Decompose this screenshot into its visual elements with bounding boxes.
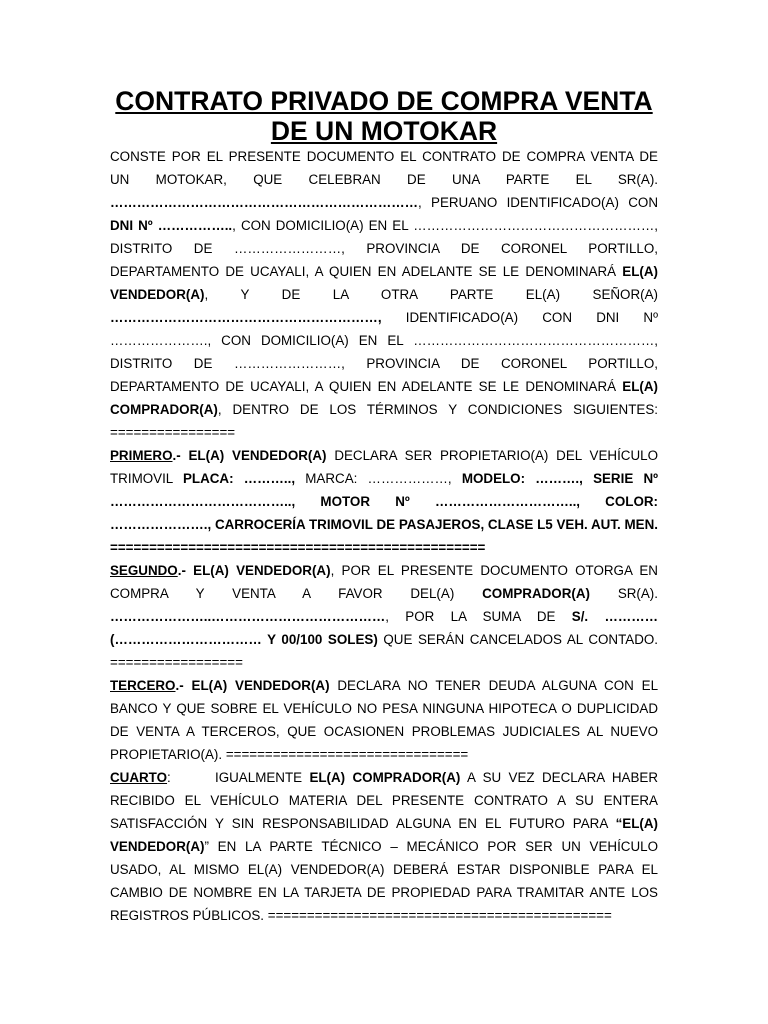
clause-cuarto-role: EL(A) COMPRADOR(A) [309, 770, 461, 785]
clause-tercero [110, 674, 658, 766]
clause-segundo-name-blank: …………………..………………………………… [110, 609, 386, 624]
clause-tercero-sep: .- [175, 678, 192, 693]
clause-segundo-sep: .- [177, 563, 194, 578]
clause-cuarto-seller-quoted: “EL(A) VENDEDOR(A) [110, 816, 658, 854]
intro-text-5: IDENTIFICADO(A) CON DNI Nº …………………., CON DOMICILIO(A) EN EL ………………………………………………, DISTRITO DE ……………………, PROVINCIA DE CORONEL PORTILLO, DEPARTAMENTO DE UCAYALI, A QUIEN EN ADELANTE SE LE DENOMINARÁ [110, 310, 658, 394]
clause-tercero-label: TERCERO [110, 678, 176, 693]
buyer-role: EL(A) COMPRADOR(A) [110, 379, 658, 417]
clause-segundo-text-4: QUE SERÁN CANCELADOS AL CONTADO. ================= [110, 632, 658, 670]
clause-segundo [110, 559, 658, 674]
intro-text-1: CONSTE POR EL PRESENTE DOCUMENTO EL CONTRATO DE COMPRA VENTA DE UN MOTOKAR, QUE CELEBRAN DE UNA PARTE EL SR(A). [110, 149, 658, 187]
clause-cuarto-label: CUARTO [110, 770, 168, 785]
intro-text-6: , DENTRO DE LOS TÉRMINOS Y CONDICIONES SIGUIENTES: ================ [110, 402, 658, 440]
document-title: CONTRATO PRIVADO DE COMPRA VENTA DE UN MOTOKAR [115, 86, 653, 146]
contract-body [110, 145, 658, 927]
clause-tercero-role: EL(A) VENDEDOR(A) [191, 678, 330, 693]
seller-dni-label: DNI Nº …………….. [110, 218, 233, 233]
clause-primero-role: EL(A) VENDEDOR(A) [188, 448, 327, 463]
clause-segundo-text-2: SR(A). [589, 586, 658, 601]
clause-primero-placa: PLACA: ……….., [182, 471, 296, 486]
clause-segundo-buyer-role: COMPRADOR(A) [482, 586, 590, 601]
clause-primero-sep: .- [172, 448, 189, 463]
intro-text-4: , Y DE LA OTRA PARTE EL(A) SEÑOR(A) [204, 287, 658, 302]
clause-cuarto-text-2: ” EN LA PARTE TÉCNICO – MECÁNICO POR SER UN VEHÍCULO USADO, AL MISMO EL(A) VENDEDOR(A) DEBERÁ ESTAR DISPONIBLE PARA EL CAMBIO DE NOMBRE EN LA TARJETA DE PROPIEDAD PARA TRAMITAR ANTE LOS REGISTROS PÚBLICOS. ============================================ [110, 839, 658, 923]
clause-segundo-text-3: , POR LA SUMA DE [385, 609, 572, 624]
intro-text-3: , CON DOMICILIO(A) EN EL ………………………………………………, DISTRITO DE ……………………, PROVINCIA DE CORONEL PORTILLO, DEPARTAMENTO DE UCAYALI, A QUIEN EN ADELANTE SE LE DENOMINARÁ [110, 218, 658, 279]
intro-text-2: , PERUANO IDENTIFICADO(A) CON [417, 195, 658, 210]
clause-cuarto-text-1: A SU VEZ DECLARA HABER RECIBIDO EL VEHÍCULO MATERIA DEL PRESENTE CONTRATO A SU ENTERA SATISFACCIÓN Y SIN RESPONSABILIDAD ALGUNA EN EL FUTURO PARA [110, 770, 658, 831]
clause-primero [110, 444, 658, 559]
clause-primero-vehicle-details: MODELO: ………., SERIE Nº ………………………………….., MOTOR Nº ………………………….., COLOR: …………………., CARROCERÍA TRIMOVIL DE PASAJEROS, CLASE L5 VEH. AUT. MEN. ================================================ [110, 471, 659, 555]
seller-role: EL(A) VENDEDOR(A) [110, 264, 658, 302]
intro-paragraph [110, 145, 658, 444]
clause-segundo-label: SEGUNDO [110, 563, 178, 578]
clause-primero-label: PRIMERO [110, 448, 173, 463]
clause-primero-text-2: MARCA: ………………, [295, 471, 462, 486]
clause-segundo-text-1: , POR EL PRESENTE DOCUMENTO OTORGA EN COMPRA Y VENTA A FAVOR DEL(A) [110, 563, 658, 601]
clause-cuarto-sep: : IGUALMENTE [167, 770, 310, 785]
clause-primero-text-1: DECLARA SER PROPIETARIO(A) DEL VEHÍCULO TRIMOVIL [110, 448, 658, 486]
clause-segundo-amount: S/. ………… (…………………………… Y 00/100 SOLES) [110, 609, 659, 647]
seller-name-blank: …………………………………………………………… [110, 195, 418, 210]
clause-tercero-text-1: DECLARA NO TENER DEUDA ALGUNA CON EL BANCO Y QUE SOBRE EL VEHÍCULO NO PESA NINGUNA HIPOTECA O DUPLICIDAD DE VENTA A TERCEROS, QUE OCASIONEN PROBLEMAS JUDICIALES AL NUEVO PROPIETARIO(A). =============================== [110, 678, 659, 762]
clause-cuarto [110, 766, 658, 927]
clause-segundo-role: EL(A) VENDEDOR(A) [193, 563, 331, 578]
buyer-name-blank: ……………………………………………………, [110, 310, 382, 325]
